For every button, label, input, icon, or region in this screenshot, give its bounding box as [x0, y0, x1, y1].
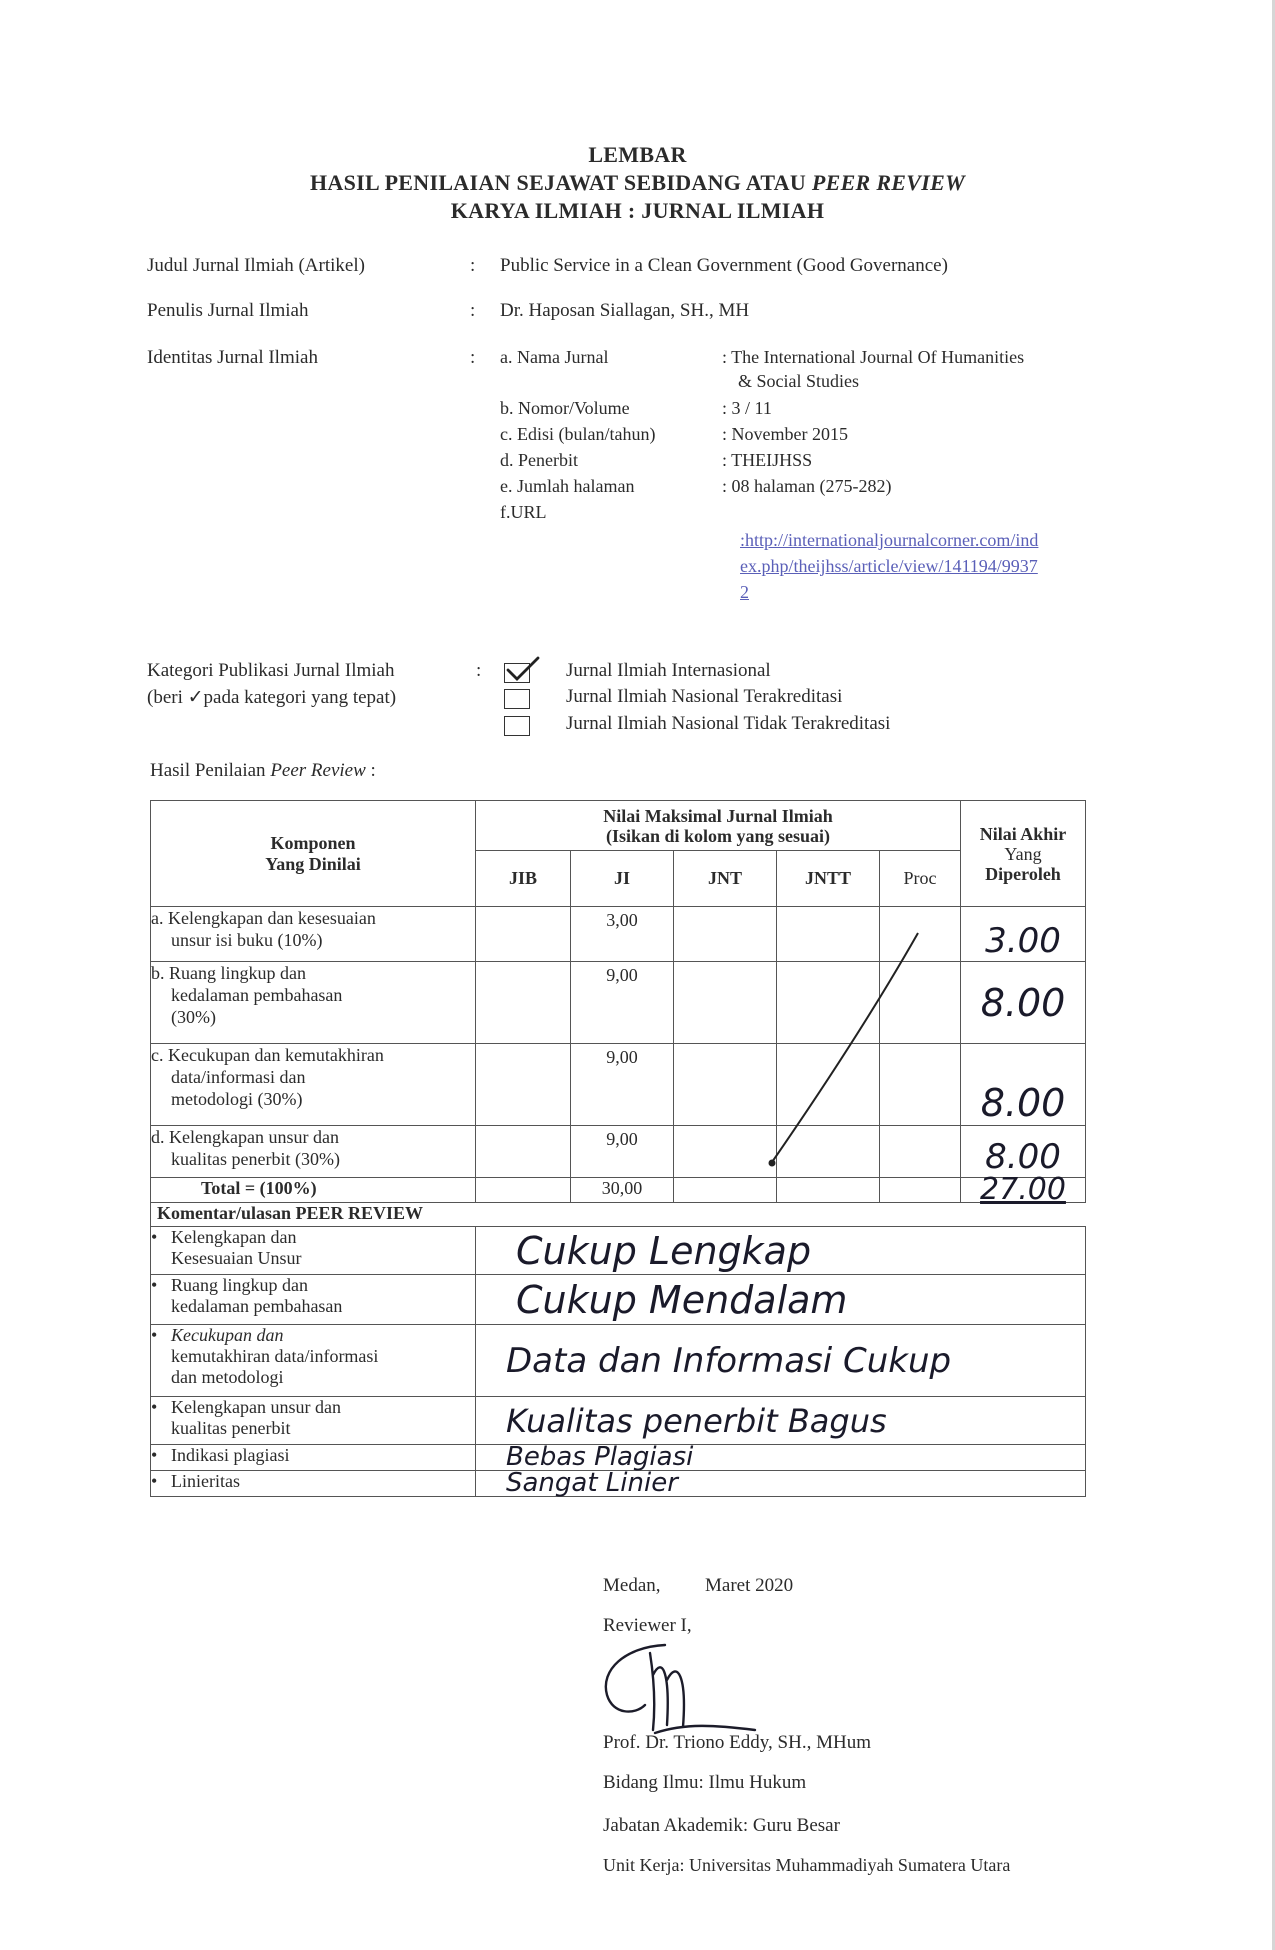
author-value: Dr. Haposan Siallagan, SH., MH — [500, 300, 750, 321]
doc-subtitle: HASIL PENILAIAN SEJAWAT SEBIDANG ATAU PEER REVIEW — [310, 170, 965, 195]
journal-url[interactable]: ex.php/theijhss/article/view/141194/9937 — [740, 556, 1038, 576]
comment-row: • Ruang lingkup dan kedalaman pembahasan Cukup Mendalam — [151, 1275, 1086, 1325]
comment-text: Cukup Lengkap — [476, 1227, 1086, 1275]
field-label: b. Nomor/Volume — [500, 398, 630, 418]
total-row — [151, 1178, 1086, 1203]
field-value: : THEIJHSS — [722, 450, 813, 470]
total-score: 27.00 — [961, 1178, 1086, 1203]
comment-row: • Kelengkapan unsur dan kualitas penerbit Kualitas penerbit Bagus — [151, 1397, 1086, 1445]
comment-row: • Kecukupan dan kemutakhiran data/informasi dan metodologi Data dan Informasi Cukup — [151, 1325, 1086, 1397]
handwritten-signature — [595, 1635, 775, 1745]
comment-row: • Indikasi plagiasi Bebas Plagiasi — [151, 1445, 1086, 1471]
field-label: d. Penerbit — [500, 450, 578, 470]
reviewer-name: Prof. Dr. Triono Eddy, SH., MHum — [603, 1732, 871, 1753]
category-hint: (beri ✓pada kategori yang tepat) — [147, 687, 397, 708]
title-label: Judul Jurnal Ilmiah (Artikel) — [147, 255, 365, 276]
author-label: Penulis Jurnal Ilmiah — [147, 300, 309, 321]
ji-value: 9,00 — [571, 962, 674, 1044]
comment-text: Bebas Plagiasi — [476, 1445, 1086, 1471]
checkmark-icon — [500, 652, 542, 684]
comment-row: • Linieritas Sangat Linier — [151, 1471, 1086, 1497]
component-header: Komponen Yang Dinilai — [151, 801, 476, 907]
field-label: e. Jumlah halaman — [500, 476, 635, 496]
field-value: & Social Studies — [738, 371, 859, 391]
field-value: : November 2015 — [722, 424, 848, 444]
comment-text: Cukup Mendalam — [476, 1275, 1086, 1325]
category-label: Kategori Publikasi Jurnal Ilmiah — [147, 660, 395, 681]
reviewer-rank: Jabatan Akademik: Guru Besar — [603, 1815, 840, 1836]
final-score-header: Nilai Akhir Yang Diperoleh — [961, 801, 1086, 907]
reviewer-unit: Unit Kerja: Universitas Muhammadiyah Sumatera Utara — [603, 1855, 1011, 1875]
diagonal-strike-line — [700, 925, 940, 1175]
ji-value: 9,00 — [571, 1044, 674, 1126]
comment-row: • Kelengkapan dan Kesesuaian Unsur Cukup Lengkap — [151, 1227, 1086, 1275]
journal-identity-label: Identitas Jurnal Ilmiah — [147, 347, 318, 368]
signature-role: Reviewer I, — [603, 1615, 692, 1636]
total-label: Total = (100%) — [151, 1178, 476, 1203]
field-value: : The International Journal Of Humanities — [722, 347, 1025, 367]
comment-text: Sangat Linier — [476, 1471, 1086, 1497]
col-jnt: JNT — [674, 851, 777, 907]
doc-title: LEMBAR — [588, 142, 687, 167]
field-label: a. Nama Jurnal — [500, 347, 609, 367]
category-option: Jurnal Ilmiah Nasional Tidak Terakreditasi — [566, 713, 891, 734]
comments-heading: Komentar/ulasan PEER REVIEW — [151, 1203, 1086, 1227]
review-heading: Hasil Penilaian Peer Review : — [150, 760, 376, 781]
field-label: f.URL — [500, 502, 547, 522]
table-row: a. Kelengkapan dan kesesuaian unsur isi buku (10%) 3,00 3.00 — [151, 907, 1086, 962]
journal-url[interactable]: :http://internationaljournalcorner.com/ind — [740, 530, 1039, 550]
author-colon: : — [470, 300, 476, 321]
col-proc: Proc — [880, 851, 961, 907]
doc-subtitle-2: KARYA ILMIAH : JURNAL ILMIAH — [450, 198, 825, 223]
comment-text: Kualitas penerbit Bagus — [476, 1397, 1086, 1445]
final-score: 3.00 — [961, 907, 1086, 962]
table-row: d. Kelengkapan unsur dan kualitas penerbit (30%) 9,00 8.00 — [151, 1126, 1086, 1178]
field-value: : 08 halaman (275-282) — [722, 476, 892, 496]
table-row: c. Kecukupan dan kemutakhiran data/informasi dan metodologi (30%) 9,00 8.00 — [151, 1044, 1086, 1126]
journal-identity-colon: : — [470, 347, 476, 368]
journal-url[interactable]: 2 — [740, 582, 749, 602]
final-score: 8.00 — [961, 1044, 1086, 1126]
col-jntt: JNTT — [777, 851, 880, 907]
assessment-table — [150, 800, 1086, 1497]
total-ji: 30,00 — [571, 1178, 674, 1203]
category-checkbox[interactable] — [504, 716, 530, 736]
comment-text: Data dan Informasi Cukup — [476, 1325, 1086, 1397]
ji-value: 3,00 — [571, 907, 674, 962]
field-label: c. Edisi (bulan/tahun) — [500, 424, 656, 444]
final-score: 8.00 — [961, 1126, 1086, 1178]
title-value: Public Service in a Clean Government (Good Governance) — [500, 255, 948, 276]
signature-place: Medan, — [603, 1575, 661, 1596]
ji-value: 9,00 — [571, 1126, 674, 1178]
final-score: 8.00 — [961, 962, 1086, 1044]
field-value: : 3 / 11 — [722, 398, 772, 418]
max-score-header: Nilai Maksimal Jurnal Ilmiah (Isikan di kolom yang sesuai) — [476, 801, 961, 851]
table-row: b. Ruang lingkup dan kedalaman pembahasan (30%) 9,00 8.00 — [151, 962, 1086, 1044]
title-colon: : — [470, 255, 476, 276]
category-option: Jurnal Ilmiah Internasional — [566, 660, 771, 681]
reviewer-field: Bidang Ilmu: Ilmu Hukum — [603, 1772, 807, 1793]
category-colon: : — [476, 660, 482, 681]
category-option: Jurnal Ilmiah Nasional Terakreditasi — [566, 686, 843, 707]
col-jib: JIB — [476, 851, 571, 907]
col-ji: JI — [571, 851, 674, 907]
category-checkbox[interactable] — [504, 689, 530, 709]
signature-date: Maret 2020 — [705, 1575, 794, 1596]
